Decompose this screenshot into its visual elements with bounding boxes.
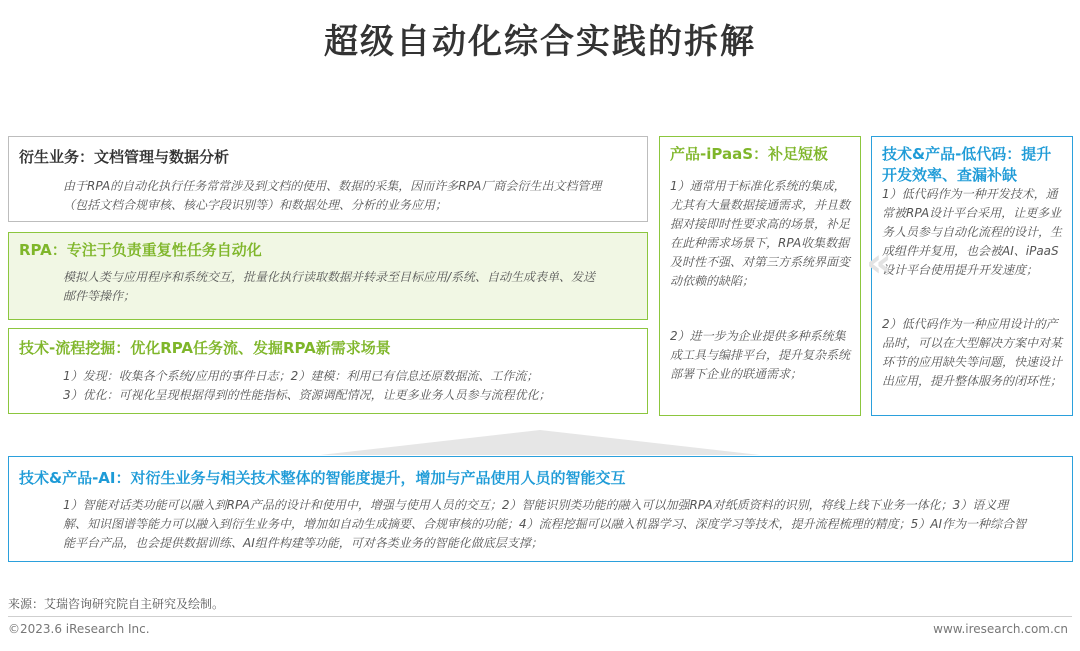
ipaas-heading: 产品-iPaaS：补足短板 <box>670 145 829 163</box>
copyright: ©2023.6 iResearch Inc. <box>8 622 150 636</box>
lowcode-box <box>871 136 1073 416</box>
process-mining-line1: 1）发现：收集各个系统/应用的事件日志；2）建模：利用已有信息还原数据流、工作流； <box>63 369 539 383</box>
derived-business-box <box>8 136 648 222</box>
website-link[interactable]: www.iresearch.com.cn <box>933 622 1068 636</box>
derived-business-heading: 衍生业务：文档管理与数据分析 <box>19 148 230 166</box>
ipaas-body-2: 2）进一步为企业提供多种系统集成工具与编排平台，提升复杂系统部署下企业的联通需求； <box>670 329 851 381</box>
ipaas-box <box>659 136 861 416</box>
derived-business-body: 由于RPA的自动化执行任务常常涉及到文档的使用、数据的采集，因而许多RPA厂商会衍生出文档管理（包括文档合规审核、核心字段识别等）和数据处理、分析的业务应用； <box>63 179 602 212</box>
process-mining-line2: 3）优化：可视化呈现根据得到的性能指标、资源调配情况，让更多业务人员参与流程优化； <box>63 388 551 402</box>
ai-heading: 技术&产品-AI：对衍生业务与相关技术整体的智能度提升，增加与产品使用人员的智能交互 <box>19 469 626 487</box>
ai-body: 1）智能对话类功能可以融入到RPA产品的设计和使用中，增强与使用人员的交互；2）智能识别类功能的融入可以加强RPA对纸质资料的识别，将线上线下业务一体化；3）语义理解、知识图谱等能力可以融入到衍生业务中，增加如自动生成摘要、合规审核的功能；4）流程挖掘可以融入机器学习、深度学习等技术，提升流程梳理的精度；5）AI作为一种综合智能平台产品，也会提供数据训练、AI组件构建等功能，可对各类业务的智能化做底层支撑； <box>63 498 1027 550</box>
arrow-up-shape <box>320 430 760 455</box>
rpa-heading: RPA：专注于负责重复性任务自动化 <box>19 241 262 259</box>
page-title: 超级自动化综合实践的拆解 <box>324 22 756 62</box>
rpa-box <box>8 232 648 320</box>
lowcode-body-2: 2）低代码作为一种应用设计的产品时，可以在大型解决方案中对某环节的应用缺失等问题，快速设计出应用，提升整体服务的闭环性； <box>882 317 1063 388</box>
process-mining-box <box>8 328 648 414</box>
lowcode-heading: 技术&产品-低代码：提升开发效率、查漏补缺 <box>882 145 1052 184</box>
chevron-left-icon: « <box>866 240 892 286</box>
footer-divider <box>8 616 1072 617</box>
ai-box <box>8 456 1073 562</box>
process-mining-heading: 技术-流程挖掘：优化RPA任务流、发掘RPA新需求场景 <box>19 339 391 357</box>
lowcode-body-1: 1）低代码作为一种开发技术，通常被RPA设计平台采用，让更多业务人员参与自动化流程的设计，生成组件并复用，也会被AI、iPaaS设计平台使用提升开发速度； <box>882 187 1063 277</box>
source-note: 来源：艾瑞咨询研究院自主研究及绘制。 <box>8 597 225 611</box>
rpa-body: 模拟人类与应用程序和系统交互，批量化执行读取数据并转录至目标应用/系统、自动生成表单、发送邮件等操作； <box>63 270 596 303</box>
ipaas-body-1: 1）通常用于标准化系统的集成，尤其有大量数据接通需求，并且数据对接即时性要求高的场景，补足在此种需求场景下，RPA收集数据及时性不强、对第三方系统界面变动依赖的缺陷； <box>670 179 851 288</box>
